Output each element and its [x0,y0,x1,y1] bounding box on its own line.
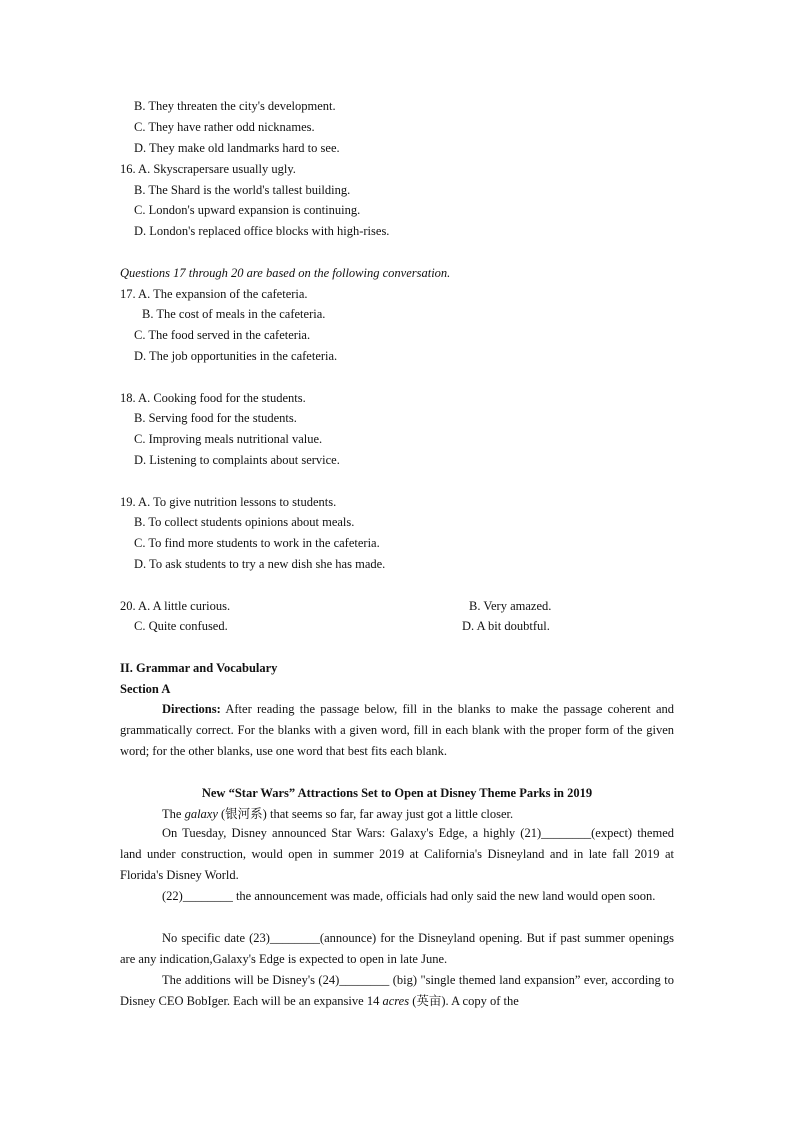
q20-option-d: D. A bit doubtful. [462,619,550,633]
passage-paragraph-4: No specific date (23)________(announce) for the Disneyland opening. But if past summer openings are any indication,Galaxy's Edge is expected to open in late June. [120,931,674,966]
passage-paragraph-1 [162,806,513,822]
q19-option-a: 19. A. To give nutrition lessons to students. [120,495,337,509]
q15-option-c: C. They have rather odd nicknames. [134,120,315,134]
p5-text-post: (英亩). A copy of the [409,994,519,1008]
p1-text-post: (银河系) that seems so far, far away just got a little closer. [217,807,514,821]
q18-option-c: C. Improving meals nutritional value. [134,432,323,446]
q20-option-b: B. Very amazed. [469,599,552,613]
q20-option-a: 20. A. A little curious. [120,599,231,613]
q16-option-d: D. London's replaced office blocks with high-rises. [134,224,390,238]
q19-option-c: C. To find more students to work in the cafeteria. [134,536,380,550]
q19-option-b: B. To collect students opinions about meals. [134,515,355,529]
passage-title: New “Star Wars” Attractions Set to Open at Disney Theme Parks in 2019 [201,786,593,800]
q18-option-d: D. Listening to complaints about service. [134,453,340,467]
passage-paragraph-5 [120,970,674,1012]
q18-option-a: 18. A. Cooking food for the students. [120,391,306,405]
q16-option-c: C. London's upward expansion is continuing. [134,203,361,217]
directions-text: After reading the passage below, fill in the blanks to make the passage coherent and grammatically correct. For the blanks with a given word, fill in each blank with the proper form of the given word; for the other blanks, use one word that best fits each blank. [120,702,674,758]
p5-text-pre: The additions will be Disney's (24)________ (big) "single themed land expansion” ever, according to Disney CEO BobIger. Each will be an expansive 14 [120,973,674,1008]
passage-paragraph-3: (22)________ the announcement was made, officials had only said the new land would open soon. [162,889,656,903]
q16-option-b: B. The Shard is the world's tallest building. [134,183,351,197]
q18-option-b: B. Serving food for the students. [134,411,297,425]
directions-paragraph [120,699,674,762]
p1-word-galaxy: galaxy [184,807,218,821]
q17-option-d: D. The job opportunities in the cafeteria. [134,349,338,363]
q17-option-a: 17. A. The expansion of the cafeteria. [120,287,308,301]
section-a-heading: Section A [120,682,171,696]
q15-option-b: B. They threaten the city's development. [134,99,336,113]
q19-option-d: D. To ask students to try a new dish she has made. [134,557,386,571]
q17-option-c: C. The food served in the cafeteria. [134,328,311,342]
q20-option-c: C. Quite confused. [134,619,228,633]
directions-label: Directions: [162,702,221,716]
passage-paragraph-2: On Tuesday, Disney announced Star Wars: Galaxy's Edge, a highly (21)________(expect) themed land under construction, would open in summer 2019 at California's Disneyland and in late fall 2019 at Florida's Disney World. [120,826,674,882]
q16-option-a: 16. A. Skyscrapersare usually ugly. [120,162,296,176]
conversation-intro: Questions 17 through 20 are based on the following conversation. [120,266,451,280]
q17-option-b: B. The cost of meals in the cafeteria. [142,307,326,321]
section-heading: II. Grammar and Vocabulary [120,661,278,675]
p1-text-pre: The [162,807,185,821]
q15-option-d: D. They make old landmarks hard to see. [134,141,340,155]
p5-word-acres: acres [382,994,410,1008]
